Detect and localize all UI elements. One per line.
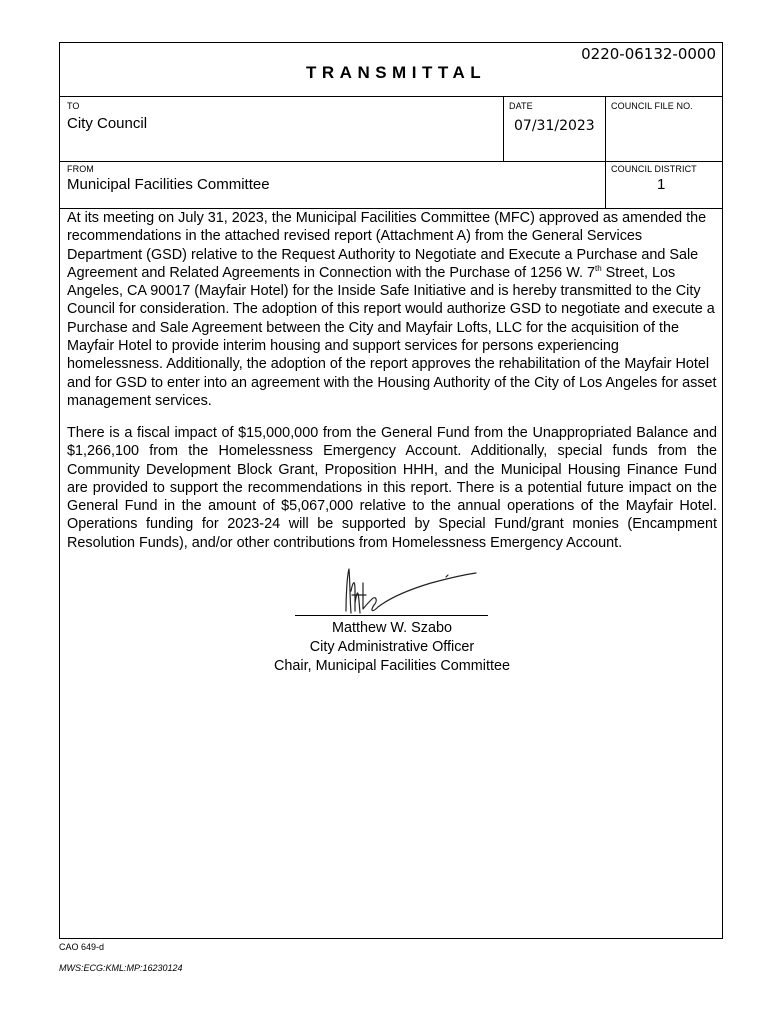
file-number: 0220-06132-0000 (581, 45, 716, 63)
p1-text-a: At its meeting on July 31, 2023, the Municipal Facilities Committee (MFC) approved as amended the recommendations in the attached revised report (Attachment A) from the General Services Department (GSD) relative to the Request Authority to Negotiate and Execute a Purchase and Sale Agreement and Related Agreements in Connection with the Purchase of 1256 W. 7 (67, 210, 707, 281)
transmittal-form (59, 42, 723, 939)
body-paragraph-1 (67, 209, 717, 410)
body-paragraph-2: There is a fiscal impact of $15,000,000 from the General Fund from the Unappropriated Balance and $1,266,100 from the Homelessness Emergency Account. Additionally, special funds from the Community Development Block Grant, Proposition HHH, and the Municipal Housing Finance Fund are provided to support the recommendations in this report. There is a potential future impact on the General Fund in the amount of $5,067,000 relative to the annual operations of the Mayfair Hotel. Operations funding for 2023-24 will be supported by Special Fund/grant monies (Encampment Resolution Funds), and/or other contributions from Homelessness Emergency Account. (67, 425, 717, 551)
to-value: City Council (67, 115, 148, 132)
reference-initials: MWS:ECG:KML:MP:16230124 (59, 963, 183, 973)
divider (60, 161, 722, 162)
council-district-label: COUNCIL DISTRICT (611, 164, 697, 174)
to-label: TO (67, 101, 80, 111)
signature-line (295, 615, 488, 616)
from-value: Municipal Facilities Committee (67, 176, 270, 193)
p1-superscript: th (594, 264, 602, 274)
divider (503, 96, 504, 161)
council-district-value: 1 (657, 176, 666, 193)
council-file-label: COUNCIL FILE NO. (611, 101, 693, 111)
from-label: FROM (67, 164, 94, 174)
date-value: 07/31/2023 (514, 118, 595, 134)
form-title: TRANSMITTAL (306, 63, 487, 82)
form-number: CAO 649-d (59, 942, 105, 952)
divider (605, 96, 606, 208)
signer-committee-title: Chair, Municipal Facilities Committee (274, 658, 510, 674)
signer-title: City Administrative Officer (309, 639, 475, 655)
p1-text-b: Street, Los Angeles, CA 90017 (Mayfair Hotel) for the Inside Safe Initiative and is hereby transmitted to the City Council for consideration. The adoption of this report would authorize GSD to negotiate and execute a Purchase and Sale Agreement between the City and Mayfair Lofts, LLC for the acquisition of the Mayfair Hotel to provide interim housing and support services for persons experiencing homelessness. Additionally, the adoption of the report approves the rehabilitation of the Mayfair Hotel and for GSD to enter into an agreement with the Housing Authority of the City of Los Angeles for asset management services. (67, 264, 717, 409)
date-label: DATE (509, 101, 533, 111)
signer-name: Matthew W. Szabo (332, 620, 452, 636)
divider (60, 96, 722, 97)
signature-mark (336, 561, 486, 621)
